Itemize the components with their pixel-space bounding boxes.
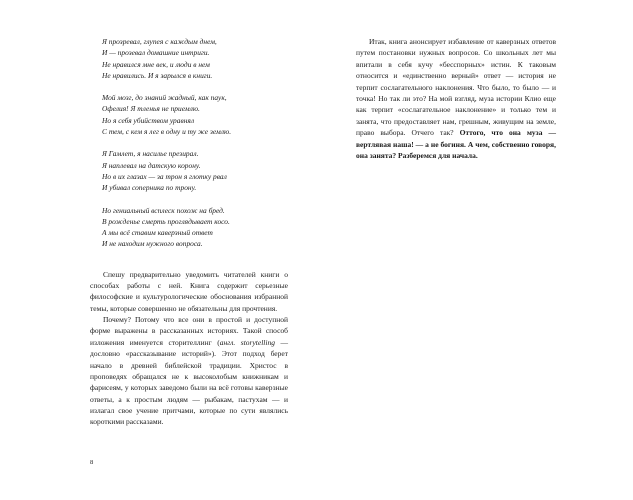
poem-line: Я Гамлет, я насилье презирал. xyxy=(102,149,199,159)
poem-stanza xyxy=(102,148,288,193)
emphasized-conclusion: Оттого, что она муза — вертлявая наша! — а не богиня. А чем, собственно говоря, она занята? Разберемся для начала. xyxy=(356,128,556,161)
poem-line: Но в их глазах — за трон я глотку рвал xyxy=(102,171,227,181)
poem-line: Но я себя убийством уравнял xyxy=(102,115,195,125)
paragraph-muse xyxy=(356,36,556,161)
poem-line: Офелия! Я тленья не приемлю. xyxy=(102,104,200,114)
paragraph-intro xyxy=(90,269,288,314)
poem-line: Мой мозг, до знаний жадный, как паук, xyxy=(102,93,227,103)
poem-line: И убивал соперника по трону. xyxy=(102,183,197,193)
poem-stanza xyxy=(102,92,288,137)
poem-line: Но гениальный всплеск похож на бред. xyxy=(102,205,225,215)
paragraph-text: Итак, книга анонсирует избавление от каверзных ответов путем постановки нужных вопросов. Со школьных лет мы впитали в себя кучу «бесспорных» истин. К таковым относится и «единственно верный» ответ — история не терпит сослагательного наклонения. Что было, то было — и точка! Но так ли это? На мой взгляд, муза истории Клио еще как терпит «сослагательное наклонение» и только тем и занята, что предоставляет нам, грешным, живущим на земле, право выбора. Отчего так? xyxy=(356,37,556,138)
poem-line: С тем, с кем я лег в одну и ту же землю. xyxy=(102,127,232,137)
latin-term: англ. storytelling xyxy=(219,337,275,347)
left-page xyxy=(0,0,316,500)
poem-line: Не нравился мне век, и люди в нем xyxy=(102,59,210,69)
poem-stanza xyxy=(102,205,288,250)
poem-line: И — прозевал домашние интриги. xyxy=(102,48,210,58)
page-number: 8 xyxy=(90,459,94,467)
poem-line: И не находим нужного вопроса. xyxy=(102,239,203,249)
right-page xyxy=(316,0,633,500)
paragraph-storytelling xyxy=(90,314,288,427)
poem-line: А мы всё ставим каверзный ответ xyxy=(102,228,213,238)
poem xyxy=(102,36,288,250)
poem-line: Я прозревал, глупея с каждым днем, xyxy=(102,37,217,46)
paragraph-text: Почему? Потому что все они в простой и доступной форме выражены в рассказанных историях. Такой способ изложения именуется сторителлинг ( xyxy=(90,315,288,347)
left-page-prose xyxy=(90,269,288,428)
paragraph-text: Спешу предварительно уведомить читателей книги о способах работы с ней. Книга содержит серьезные философские и культурологические обоснования избранной темы, которые совершенно не обязательны для прочтения. xyxy=(90,269,288,313)
poem-line: Не нравились. И я зарылся в книги. xyxy=(102,70,213,80)
poem-line: В рожденье смерть проглядывает косо. xyxy=(102,216,230,226)
paragraph-text: — дословно «рассказывание историй»). Этот подход берет начало в древней библейской традиции. Христос в проповедях обращался не к высоколобым книжникам и фарисеям, у которых заведомо были на всё готовы каверзные ответы, а к простым людям — рыбакам, пастухам — и излагал свое учение притчами, которые по сути являлись короткими рассказами. xyxy=(90,337,289,427)
poem-stanza xyxy=(102,36,288,81)
poem-line: Я наплевал на датскую корону. xyxy=(102,160,201,170)
